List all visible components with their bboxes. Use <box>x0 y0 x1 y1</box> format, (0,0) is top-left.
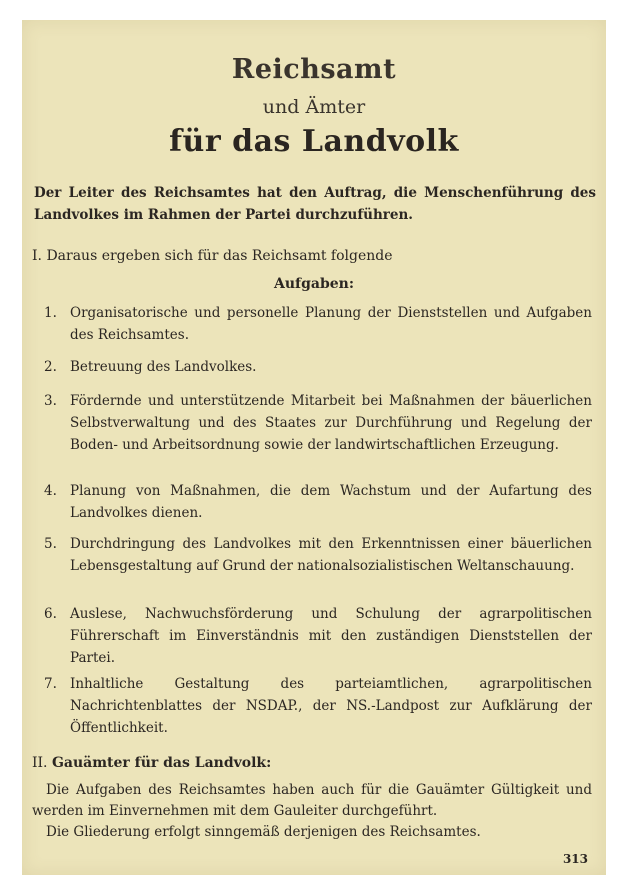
intro-paragraph: Der Leiter des Reichsamtes hat den Auftrag, die Menschenführung des Landvolkes im Rahmen der Partei durchzuführen. <box>34 185 596 223</box>
task-number: 1. <box>44 305 57 321</box>
section-one-line <box>32 248 592 264</box>
task-item-4 <box>44 480 592 524</box>
task-item-1 <box>44 302 592 346</box>
section-two-heading <box>32 755 271 771</box>
section-one-text: Daraus ergeben sich für das Reichsamt folgende <box>46 248 393 264</box>
page-number: 313 <box>562 852 588 866</box>
task-item-3 <box>44 390 592 456</box>
task-number: 4. <box>44 483 57 499</box>
section-two-paragraph-1: Die Aufgaben des Reichsamtes haben auch für die Gauämter Gültigkeit und werden im Einvernehmen mit dem Gauleiter durchgeführt. <box>32 782 592 819</box>
section-one-numeral: I. <box>32 248 42 264</box>
task-number: 3. <box>44 393 57 409</box>
section-two-numeral: II. <box>32 755 48 771</box>
section-two-label: Gauämter für das Landvolk: <box>51 755 272 771</box>
section-two-paragraph-2: Die Gliederung erfolgt sinngemäß derjenigen des Reichsamtes. <box>46 824 481 840</box>
task-number: 6. <box>44 606 57 622</box>
title-und-aemter: und Ämter <box>262 96 366 118</box>
title-fuer-das-landvolk: für das Landvolk <box>169 124 459 159</box>
task-text: Fördernde und unterstützende Mitarbeit bei Maßnahmen der bäuerlichen Selbstverwaltung und des Staates zur Durchführung und Regelung der Boden- und Arbeitsordnung sowie der landwirtschaftlichen Erzeugung. <box>70 393 592 453</box>
task-text: Durchdringung des Landvolkes mit den Erkenntnissen einer bäuerlichen Lebensgestaltung auf Grund der nationalsozialistischen Weltanschauung. <box>70 536 592 574</box>
title-reichsamt: Reichsamt <box>231 54 397 85</box>
task-text: Inhaltliche Gestaltung des parteiamtlichen, agrarpolitischen Nachrichtenblattes der NSDAP., der NS.-Landpost zur Aufklärung der Öffentlichkeit. <box>70 676 592 736</box>
task-text: Organisatorische und personelle Planung der Dienststellen und Aufgaben des Reichsamtes. <box>70 305 592 343</box>
task-text: Planung von Maßnahmen, die dem Wachstum und der Aufartung des Landvolkes dienen. <box>70 483 592 521</box>
task-item-7 <box>44 673 592 739</box>
task-item-2 <box>44 356 592 378</box>
aufgaben-subheading: Aufgaben: <box>274 276 354 292</box>
task-number: 5. <box>44 536 57 552</box>
task-number: 7. <box>44 676 57 692</box>
task-item-5 <box>44 533 592 577</box>
document-page <box>22 20 606 875</box>
task-item-6 <box>44 603 592 669</box>
task-text: Betreuung des Landvolkes. <box>70 359 257 375</box>
task-text: Auslese, Nachwuchsförderung und Schulung der agrarpolitischen Führerschaft im Einverständnis mit den zuständigen Dienststellen der Partei. <box>70 606 592 666</box>
task-number: 2. <box>44 359 57 375</box>
